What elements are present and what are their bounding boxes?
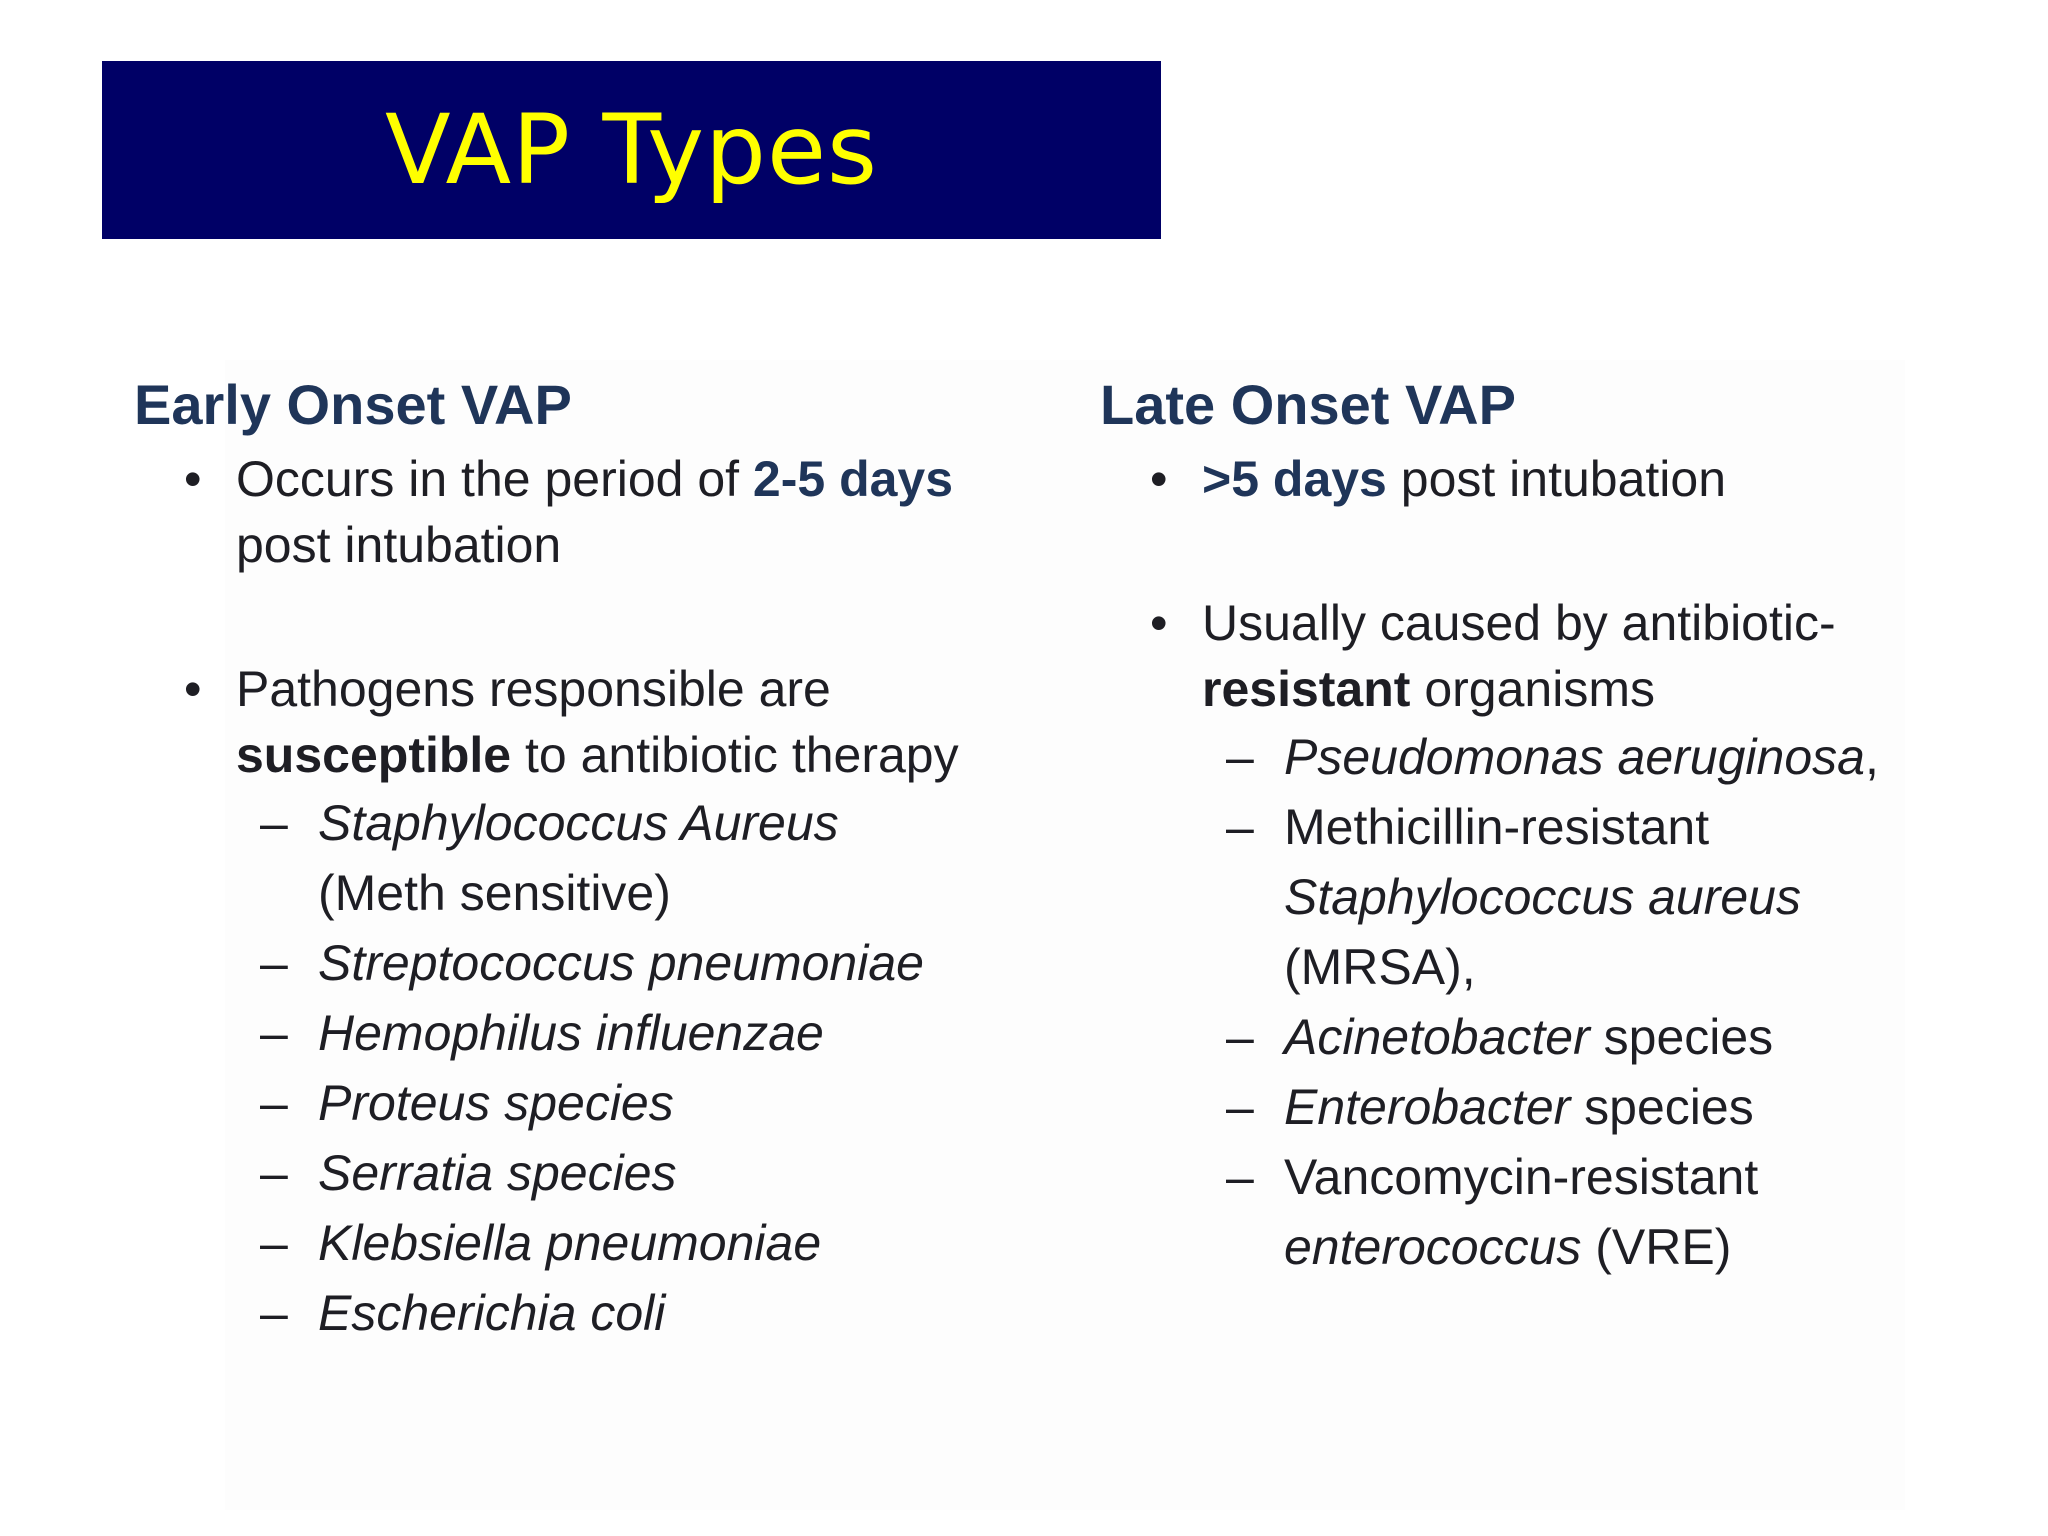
early-pathogens-pre: Pathogens responsible are bbox=[236, 661, 831, 717]
late-item bbox=[1100, 792, 2000, 1002]
early-item-name: Serratia species bbox=[318, 1145, 677, 1201]
early-onset-heading: Early Onset VAP bbox=[134, 373, 572, 436]
early-item-note: (Meth sensitive) bbox=[318, 865, 671, 921]
slide-title: VAP Types bbox=[384, 94, 879, 206]
late-item bbox=[1100, 1142, 2000, 1282]
late-item-post: species bbox=[1589, 1009, 1774, 1065]
early-pathogens-post: to antibiotic therapy bbox=[511, 727, 959, 783]
early-bullet-pathogens bbox=[134, 656, 1034, 788]
late-timing-days: >5 days bbox=[1202, 451, 1387, 507]
late-bullet-timing bbox=[1100, 446, 2000, 512]
late-item-name: Staphylococcus aureus bbox=[1284, 869, 1801, 925]
late-item-post: species bbox=[1570, 1079, 1754, 1135]
early-item bbox=[134, 998, 1034, 1068]
early-item bbox=[134, 788, 1034, 928]
early-item-name: Hemophilus influenzae bbox=[318, 1005, 824, 1061]
late-item bbox=[1100, 1072, 2000, 1142]
late-organisms-bold: resistant bbox=[1202, 661, 1411, 717]
late-bullet-organisms bbox=[1100, 590, 2000, 722]
late-item-name: Pseudomonas aeruginosa bbox=[1284, 729, 1865, 785]
early-item-name: Klebsiella pneumoniae bbox=[318, 1215, 822, 1271]
early-item bbox=[134, 1068, 1034, 1138]
title-banner bbox=[102, 61, 1161, 239]
early-timing-text: Occurs in the period of bbox=[236, 451, 753, 507]
early-item bbox=[134, 1208, 1034, 1278]
late-item-name: Acinetobacter bbox=[1284, 1009, 1590, 1065]
early-bullet-timing bbox=[134, 446, 1034, 578]
early-timing-post: post intubation bbox=[236, 517, 562, 573]
late-organisms-pre: Usually caused by antibiotic- bbox=[1202, 595, 1836, 651]
early-pathogens-bold: susceptible bbox=[236, 727, 512, 783]
late-onset-column bbox=[1100, 370, 2000, 1282]
late-item bbox=[1100, 722, 2000, 792]
late-item bbox=[1100, 1002, 2000, 1072]
early-item bbox=[134, 1138, 1034, 1208]
late-item-pre: Vancomycin-resistant bbox=[1284, 1149, 1759, 1205]
late-item-post: (VRE) bbox=[1581, 1219, 1732, 1275]
late-onset-heading: Late Onset VAP bbox=[1100, 373, 1516, 436]
early-item-name: Streptococcus pneumoniae bbox=[318, 935, 924, 991]
early-item bbox=[134, 928, 1034, 998]
late-item-pre: Methicillin-resistant bbox=[1284, 799, 1710, 855]
late-item-name: enterococcus bbox=[1284, 1219, 1582, 1275]
early-item-name: Escherichia coli bbox=[318, 1285, 666, 1341]
early-item bbox=[134, 1278, 1034, 1348]
late-item-post: (MRSA), bbox=[1284, 939, 1476, 995]
early-onset-column bbox=[134, 370, 1034, 1348]
early-timing-days: 2-5 days bbox=[752, 451, 954, 507]
late-organisms-post: organisms bbox=[1410, 661, 1655, 717]
late-item-punct: , bbox=[1864, 729, 1879, 785]
late-timing-post: post intubation bbox=[1386, 451, 1727, 507]
early-item-name: Proteus species bbox=[318, 1075, 674, 1131]
late-item-name: Enterobacter bbox=[1284, 1079, 1571, 1135]
early-item-name: Staphylococcus Aureus bbox=[318, 795, 839, 851]
